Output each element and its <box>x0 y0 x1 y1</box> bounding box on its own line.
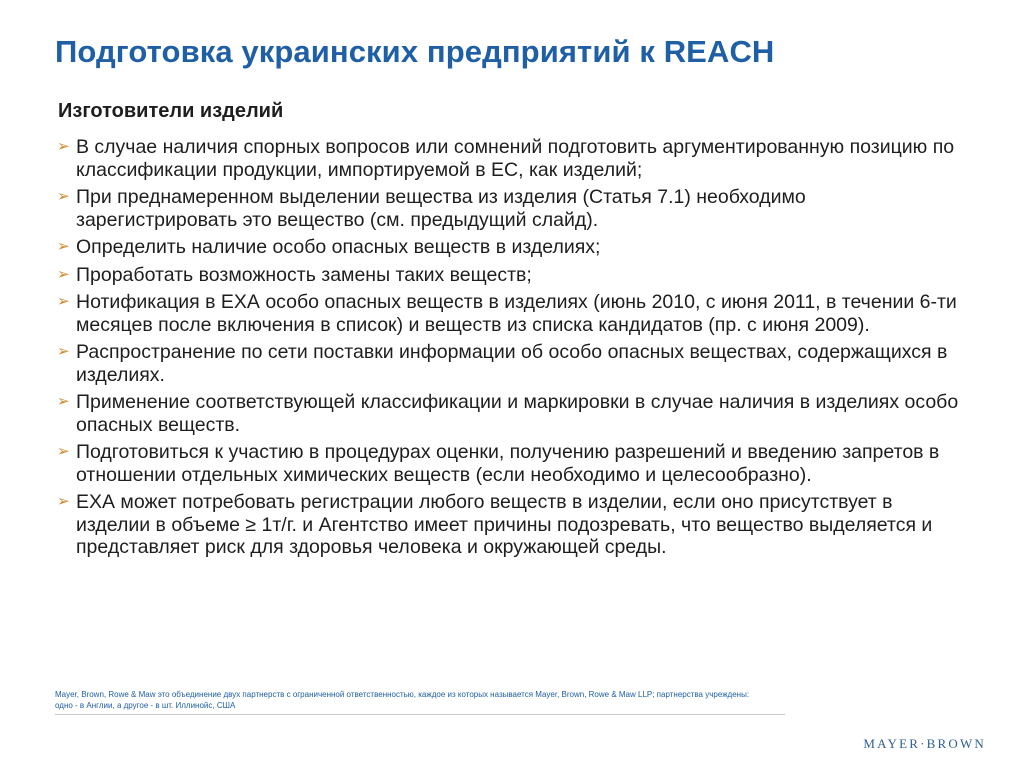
arrow-bullet-icon: ➢ <box>57 443 70 460</box>
bullet-item <box>57 291 962 336</box>
bullet-item <box>57 391 962 436</box>
bullet-item <box>57 136 962 181</box>
bullet-text: Определить наличие особо опасных веществ в изделиях; <box>76 236 601 258</box>
company-logo: MAYER·BROWN <box>863 736 986 751</box>
bullet-text: Применение соответствующей классификации и маркировки в случае наличия в изделиях особо опасных веществ. <box>76 391 959 436</box>
bullet-text: При преднамеренном выделении вещества из изделия (Статья 7.1) необходимо зарегистрировать это вещество (см. предыдущий слайд). <box>76 186 806 231</box>
bullet-item <box>57 264 962 287</box>
arrow-bullet-icon: ➢ <box>57 293 70 310</box>
bullet-item <box>57 236 962 259</box>
bullet-text: Распространение по сети поставки информации об особо опасных веществах, содержащихся в изделиях. <box>76 341 948 386</box>
bullet-item <box>57 186 962 231</box>
arrow-bullet-icon: ➢ <box>57 138 70 155</box>
slide-subtitle: Изготовители изделий <box>58 100 284 122</box>
footnote-line: Mayer, Brown, Rowe & Maw это объединение двух партнерств с ограниченной ответственностью, каждое из которых называется Mayer, Brown, Rowe & Maw LLP; партнерства учреждены: <box>55 690 750 699</box>
bullet-text: Проработать возможность замены таких веществ; <box>76 263 532 286</box>
arrow-bullet-icon: ➢ <box>57 343 70 360</box>
arrow-bullet-icon: ➢ <box>57 493 70 510</box>
arrow-bullet-icon: ➢ <box>57 188 70 205</box>
slide-title: Подготовка украинских предприятий к REACH <box>55 34 775 69</box>
legal-footnote <box>55 689 815 711</box>
bullet-list <box>57 136 962 564</box>
arrow-bullet-icon: ➢ <box>57 238 70 255</box>
bullet-item <box>57 491 962 559</box>
bullet-text: ЕХА может потребовать регистрации любого веществ в изделии, если оно присутствует в изделии в объеме ≥ 1т/г. и Агентство имеет причины подозревать, что вещество выделяется и представляет риск для здоровья человека и окружающей среды. <box>76 491 933 558</box>
bullet-item <box>57 441 962 486</box>
bullet-text: Нотификация в ЕХА особо опасных веществ в изделиях (июнь 2010, с июня 2011, в течении 6-ти месяцев после включения в список) и веществ из списка кандидатов (пр. с июня 2009). <box>76 291 957 336</box>
arrow-bullet-icon: ➢ <box>57 265 70 283</box>
bullet-item <box>57 341 962 386</box>
footer-divider <box>55 714 785 715</box>
bullet-text: Подготовиться к участию в процедурах оценки, получению разрешений и введению запретов в отношении отдельных химических веществ (если необходимо и целесообразно). <box>76 441 940 486</box>
arrow-bullet-icon: ➢ <box>57 393 70 410</box>
bullet-text: В случае наличия спорных вопросов или сомнений подготовить аргументированную позицию по классификации продукции, импортируемой в ЕС, как изделий; <box>76 136 955 181</box>
footnote-line: одно - в Англии, а другое - в шт. Иллинойс, США <box>55 701 236 710</box>
